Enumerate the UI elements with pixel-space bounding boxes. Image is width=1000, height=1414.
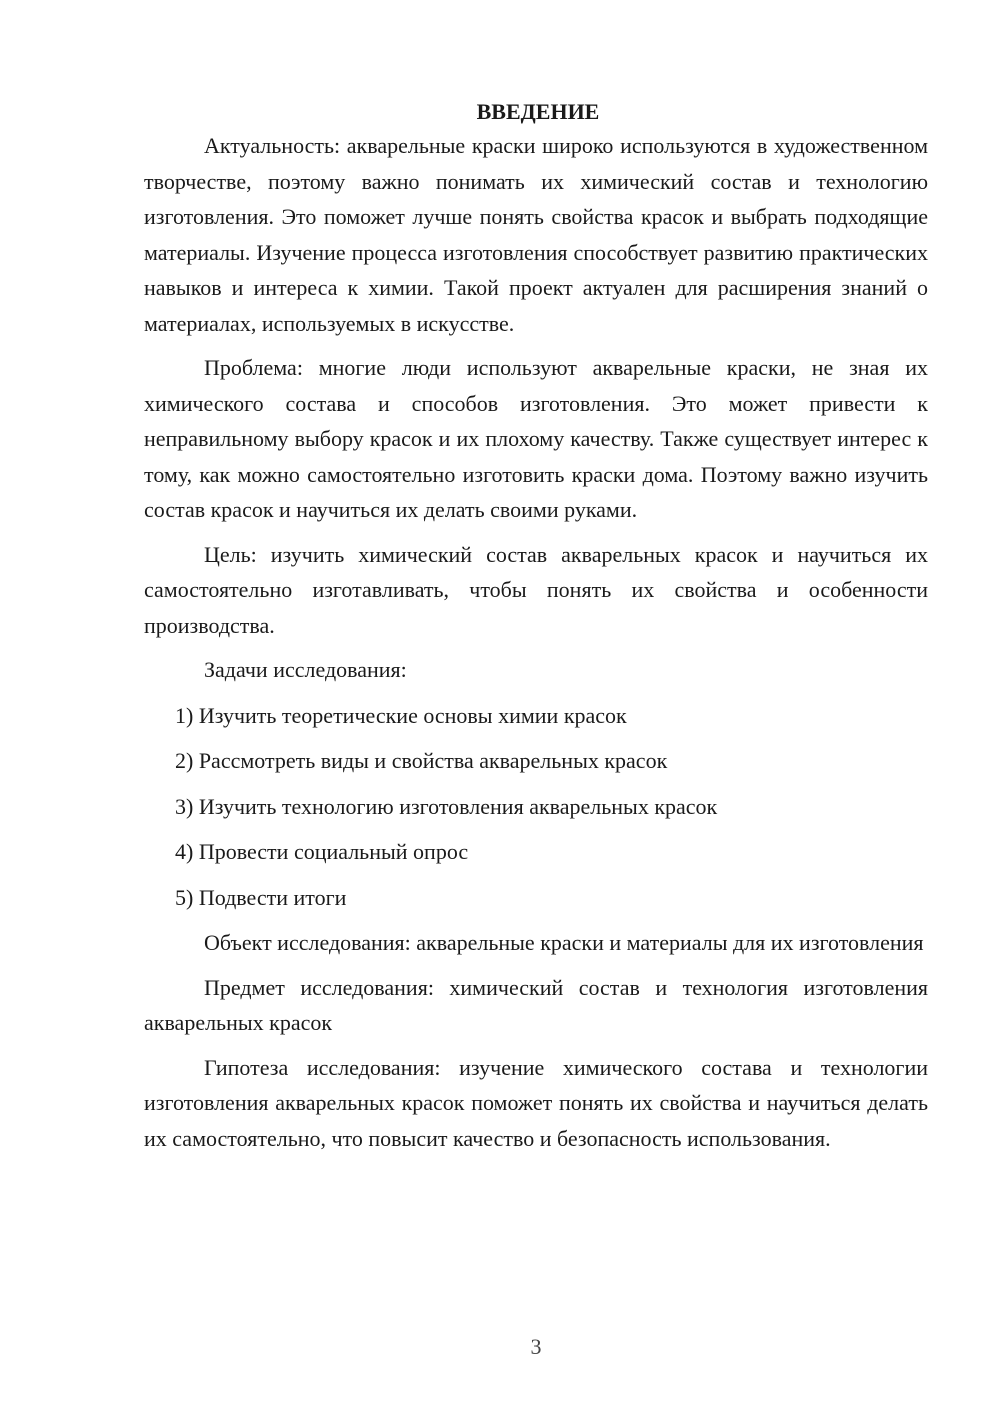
relevance-paragraph: Актуальность: акварельные краски широко используются в художественном творчестве, поэтому важно понимать их химический состав и технологию изготовления. Это поможет лучше понять свойства красок и выбрать подходящие материалы. Изучение процесса изготовления способствует развитию практических навыков и интереса к химии. Такой проект актуален для расширения знаний о материалах, используемых в искусстве. [144, 133, 928, 336]
subject-paragraph: Предмет исследования: химический состав и технология изготовления акварельных красок [144, 974, 928, 1035]
object-paragraph: Объект исследования: акварельные краски и материалы для их изготовления [204, 930, 924, 955]
hypothesis-paragraph: Гипотеза исследования: изучение химического состава и технологии изготовления акварельных красок поможет понять их свойства и научиться делать их самостоятельно, что повысит качество и безопасность использования. [144, 1054, 928, 1151]
problem-paragraph: Проблема: многие люди используют акварельные краски, не зная их химического состава и способов изготовления. Это может привести к неправильному выбору красок и их плохому качеству. Также существует интерес к тому, как можно самостоятельно изготовить краски дома. Поэтому важно изучить состав красок и научиться их делать своими руками. [144, 355, 928, 522]
tasks-heading: Задачи исследования: [204, 657, 407, 682]
list-item: 4) Провести социальный опрос [175, 839, 469, 864]
list-item: 3) Изучить технологию изготовления акварельных красок [175, 793, 718, 819]
page-title: ВВЕДЕНИЕ [476, 99, 600, 124]
goal-paragraph: Цель: изучить химический состав акварельных красок и научиться их самостоятельно изготавливать, чтобы понять их свойства и особенности производства. [144, 541, 928, 638]
page-number: 3 [530, 1334, 542, 1359]
list-item: 5) Подвести итоги [175, 884, 347, 910]
document-page [144, 96, 928, 1156]
list-item: 2) Рассмотреть виды и свойства акварельных красок [175, 748, 668, 773]
list-item: 1) Изучить теоретические основы химии красок [175, 702, 627, 728]
tasks-list [144, 698, 928, 916]
